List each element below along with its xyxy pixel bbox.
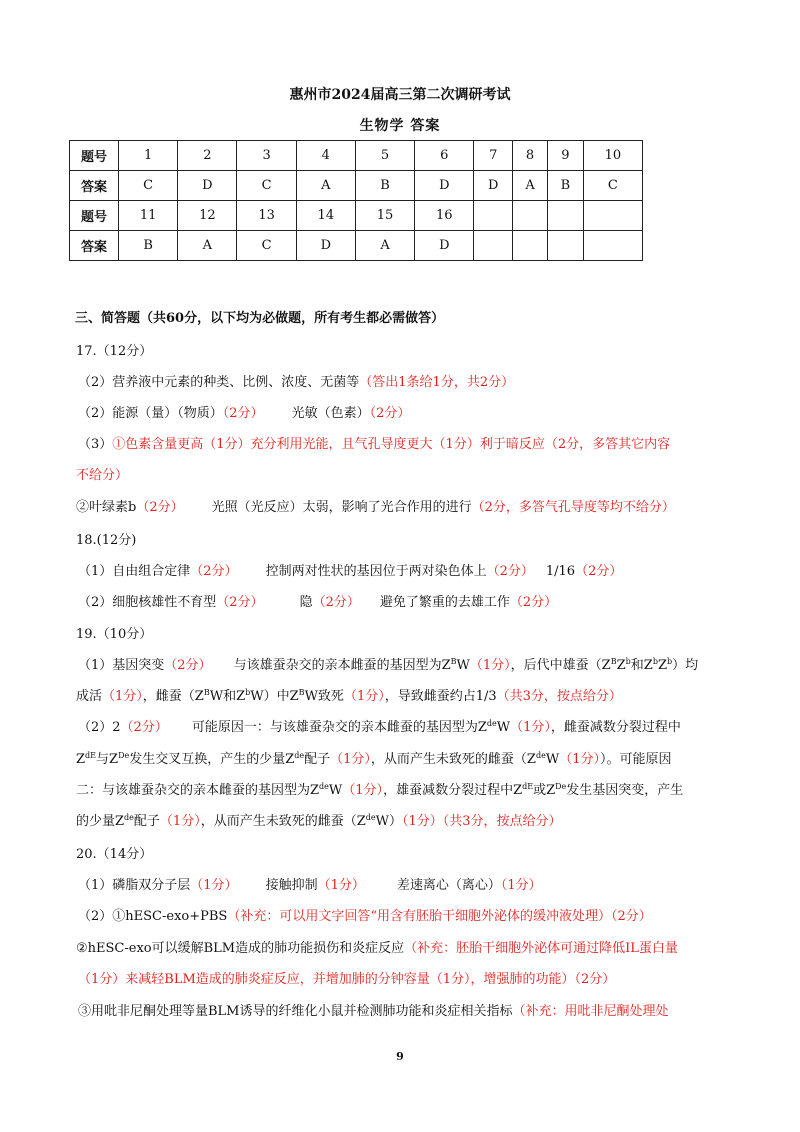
q19-score-note: （1分） bbox=[102, 689, 143, 704]
q17-answer-text: ②叶绿素b bbox=[76, 500, 137, 515]
q19-line3 bbox=[78, 720, 681, 736]
q20-score-note: （补充：可以用文字回答“用含有胚胎干细胞外泌体的缓冲液处理）（2分） bbox=[227, 909, 652, 924]
q19-answer-text: ，雌蚕（Z bbox=[142, 689, 204, 704]
q19-answer-text: 的少量Z bbox=[76, 814, 125, 829]
answer-table-cell: B bbox=[548, 171, 584, 201]
q18-line1 bbox=[78, 564, 622, 580]
allele-superscript: de bbox=[535, 751, 546, 760]
answer-table-row-label: 答案 bbox=[70, 171, 119, 201]
q17-line2 bbox=[78, 406, 410, 422]
q19-answer-text: Z bbox=[616, 658, 626, 673]
allele-superscript: dE bbox=[522, 782, 534, 791]
allele-superscript: dE bbox=[85, 751, 97, 760]
q17-score-note: （2分） bbox=[136, 500, 184, 515]
q19-answer-text: Z bbox=[76, 752, 86, 767]
answer-table-cell: 8 bbox=[513, 141, 548, 171]
q19-answer-text: ，雄蚕减数分裂过程中Z bbox=[383, 783, 523, 798]
q20-score-note: （补充：胚胎干细胞外泌体可通过降低IL蛋白量 bbox=[404, 941, 678, 956]
q17-score-note: （2分） bbox=[369, 406, 411, 421]
answer-table-cell bbox=[474, 231, 513, 261]
q19-answer-text: 发生交叉互换，产生的少量Z bbox=[129, 752, 295, 767]
q19-answer-text: W bbox=[456, 658, 470, 673]
q17-answer-text: 光敏（色素） bbox=[291, 406, 370, 421]
answer-table-cell: 2 bbox=[178, 141, 237, 171]
q19-score-note: （共3分，按点给分） bbox=[496, 689, 622, 704]
answer-table-row bbox=[70, 171, 643, 201]
q17-score-note: （答出1条给1分，共2分） bbox=[359, 375, 515, 390]
q20-answer-text: 差速离心（离心） bbox=[396, 878, 501, 893]
page-subtitle: 生物学 答案 bbox=[359, 118, 441, 134]
answer-table-cell bbox=[548, 231, 584, 261]
allele-superscript: b bbox=[245, 688, 251, 697]
answer-table-cell: C bbox=[237, 171, 296, 201]
answer-table-cell: 7 bbox=[474, 141, 513, 171]
q19-answer-text: 或Z bbox=[533, 783, 556, 798]
q19-answer-text: ，雌蚕减数分裂过程中 bbox=[550, 720, 681, 735]
q19-score-note: （1分）（共3分，按点给分） bbox=[401, 814, 562, 829]
q19-score-note: （1分） bbox=[159, 814, 201, 829]
answer-table-cell: 5 bbox=[355, 141, 414, 171]
answer-table-cell bbox=[583, 231, 642, 261]
q19-answer-text: ）均 bbox=[672, 658, 699, 673]
q19-score-note: （2分） bbox=[120, 720, 168, 735]
answer-table-cell: D bbox=[178, 171, 237, 201]
q19-answer-text: （2）2 bbox=[78, 720, 121, 735]
q20-line5 bbox=[78, 1004, 669, 1020]
allele-superscript: De bbox=[555, 782, 567, 791]
answer-table-cell: A bbox=[355, 231, 414, 261]
q17-score-note: （2分） bbox=[222, 406, 264, 421]
page-number: 9 bbox=[396, 1050, 404, 1063]
q20-answer-text: （2）①hESC-exo+PBS bbox=[78, 909, 228, 924]
answer-table-cell: C bbox=[119, 171, 178, 201]
allele-superscript: de bbox=[486, 719, 497, 728]
allele-superscript: b bbox=[625, 657, 631, 666]
q20-line4: （1分）来减轻BLM造成的肺炎症反应，并增加肺的分钟容量（1分），增强肺的功能）（2分） bbox=[78, 972, 616, 987]
q18-score-note: （2分） bbox=[575, 564, 623, 579]
q20-score-note: （1分） bbox=[500, 878, 542, 893]
allele-superscript: B bbox=[298, 688, 305, 697]
q20-score-note: （1分） bbox=[317, 878, 365, 893]
answer-table-cell: D bbox=[296, 231, 355, 261]
answer-table-row-label: 题号 bbox=[70, 201, 119, 231]
q19-answer-text: 可能原因一：与该雄蚕杂交的亲本雌蚕的基因型为Z bbox=[191, 720, 487, 735]
q19-score-note: （1分） bbox=[342, 783, 384, 798]
allele-superscript: de bbox=[319, 782, 329, 791]
q18-answer-text: 控制两对性状的基因位于两对染色体上 bbox=[265, 564, 487, 579]
q19-answer-text: W） bbox=[375, 814, 402, 829]
answer-table-cell: 3 bbox=[237, 141, 296, 171]
q19-answer-text: ，后代中雄蚕（Z bbox=[510, 658, 611, 673]
q18-heading: 18.(12分) bbox=[76, 533, 137, 548]
answer-table-row-label: 答案 bbox=[70, 231, 119, 261]
q17-line4: 不给分） bbox=[76, 468, 129, 483]
q17-answer-text: （2）能源（量）（物质） bbox=[78, 406, 223, 421]
answer-table-cell: D bbox=[415, 231, 474, 261]
answer-table-cell bbox=[583, 201, 642, 231]
q20-answer-text: （1）磷脂双分子层 bbox=[78, 878, 191, 893]
q19-answer-text: 成活 bbox=[76, 689, 103, 704]
q19-answer-text: W致死 bbox=[304, 689, 344, 704]
q19-answer-text: ）。可能原因 bbox=[599, 752, 672, 767]
allele-superscript: de bbox=[365, 813, 376, 822]
answer-table-cell: 10 bbox=[583, 141, 642, 171]
q19-answer-text: 配子 bbox=[304, 752, 331, 767]
answer-table-cell: 13 bbox=[237, 201, 296, 231]
answer-table-cell bbox=[474, 201, 513, 231]
q19-answer-text: 二：与该雄蚕杂交的亲本雌蚕的基因型为Z bbox=[76, 783, 320, 798]
allele-superscript: B bbox=[203, 688, 210, 697]
q18-answer-text: （1）自由组合定律 bbox=[78, 564, 191, 579]
answer-table-row bbox=[70, 231, 643, 261]
q18-answer-text: 避免了繁重的去雄工作 bbox=[379, 595, 510, 610]
q18-answer-text: （2）细胞核雄性不育型 bbox=[78, 595, 217, 610]
answer-table-cell: 6 bbox=[415, 141, 474, 171]
answer-table-cell: 9 bbox=[548, 141, 584, 171]
q19-line6 bbox=[76, 814, 562, 830]
q18-score-note: （2分） bbox=[190, 564, 238, 579]
answer-table-cell: D bbox=[415, 171, 474, 201]
q17-answer-text: （2）营养液中元素的种类、比例、浓度、无菌等 bbox=[78, 375, 360, 390]
q19-answer-text: ，导致雌蚕约占1/3 bbox=[384, 689, 497, 704]
q19-score-note: （1分） bbox=[510, 720, 551, 735]
answer-table-cell: C bbox=[583, 171, 642, 201]
q19-line1 bbox=[78, 658, 698, 674]
answer-table-cell: 11 bbox=[119, 201, 178, 231]
allele-superscript: De bbox=[118, 751, 130, 760]
q19-answer-text: 与该雄蚕杂交的亲本雌蚕的基因型为Z bbox=[233, 658, 451, 673]
q17-answer-text: （3） bbox=[78, 437, 113, 452]
q17-line3 bbox=[78, 437, 670, 453]
q19-answer-text: W bbox=[545, 752, 560, 767]
q19-line4 bbox=[76, 752, 672, 768]
allele-superscript: de bbox=[294, 751, 305, 760]
q19-score-note: （1分） bbox=[330, 752, 371, 767]
q19-answer-text: Z bbox=[657, 658, 667, 673]
answer-table-row bbox=[70, 141, 643, 171]
q19-heading: 19.（10分） bbox=[76, 627, 153, 642]
q20-score-note: （1分） bbox=[190, 878, 238, 893]
q17-line5 bbox=[76, 500, 675, 516]
q18-answer-text: 隐 bbox=[299, 595, 313, 610]
q20-score-note: （补充：用吡非尼酮处理处 bbox=[512, 1004, 669, 1019]
q19-answer-text: 配子 bbox=[133, 814, 160, 829]
q19-answer-text: 发生基因突变，产生 bbox=[566, 783, 684, 798]
answer-table-cell: B bbox=[119, 231, 178, 261]
q20-line2 bbox=[78, 909, 652, 925]
q20-answer-text: ②hESC-exo可以缓解BLM造成的肺功能损伤和炎症反应 bbox=[76, 941, 405, 956]
q19-score-note: （1分） bbox=[343, 689, 385, 704]
q19-score-note: （1分） bbox=[559, 752, 600, 767]
q19-score-note: （2分） bbox=[164, 658, 212, 673]
answer-table-cell: 15 bbox=[355, 201, 414, 231]
q17-line1 bbox=[78, 375, 514, 391]
q17-score-note: ①色素含量更高（1分）充分利用光能，且气孔导度更大（1分）利于暗反应（2分，多答其它内容 bbox=[112, 437, 671, 452]
answer-table-cell bbox=[513, 231, 548, 261]
q19-line5 bbox=[76, 783, 683, 799]
q18-score-note: （2分） bbox=[486, 564, 534, 579]
allele-superscript: B bbox=[450, 657, 457, 666]
answer-table-row bbox=[70, 201, 643, 231]
q18-score-note: （2分） bbox=[312, 595, 360, 610]
answer-table-cell: 16 bbox=[415, 201, 474, 231]
answer-table-cell: 14 bbox=[296, 201, 355, 231]
answer-table-cell: C bbox=[237, 231, 296, 261]
answer-table-cell bbox=[513, 201, 548, 231]
allele-superscript: b bbox=[652, 657, 658, 666]
answer-table-cell: D bbox=[474, 171, 513, 201]
q19-answer-text: （1）基因突变 bbox=[78, 658, 165, 673]
q20-line1 bbox=[78, 878, 542, 894]
allele-superscript: b bbox=[666, 657, 673, 666]
q18-score-note: （2分） bbox=[509, 595, 558, 610]
answer-table-cell: A bbox=[513, 171, 548, 201]
q17-answer-text: 光照（光反应）太弱，影响了光合作用的进行 bbox=[211, 500, 472, 515]
answer-table-cell: 12 bbox=[178, 201, 237, 231]
q18-answer-text: 1/16 bbox=[545, 564, 576, 579]
answer-table bbox=[69, 140, 643, 261]
q19-answer-text: W bbox=[496, 720, 511, 735]
q19-answer-text: W和Z bbox=[209, 689, 246, 704]
q19-answer-text: 与Z bbox=[96, 752, 119, 767]
q19-answer-text: W bbox=[328, 783, 343, 798]
q20-line3 bbox=[76, 941, 678, 957]
allele-superscript: de bbox=[124, 813, 134, 822]
answer-table-cell: A bbox=[296, 171, 355, 201]
q18-line2 bbox=[78, 595, 557, 611]
q18-score-note: （2分） bbox=[216, 595, 264, 610]
q20-answer-text: 接触抑制 bbox=[265, 878, 318, 893]
q19-answer-text: W）中Z bbox=[250, 689, 299, 704]
q20-answer-text: ③用吡非尼酮处理等量BLM诱导的纤维化小鼠并检测肺功能和炎症相关指标 bbox=[78, 1004, 513, 1019]
q17-heading: 17.（12分） bbox=[76, 344, 153, 359]
q19-answer-text: ，从而产生未致死的雌蚕（Z bbox=[370, 752, 536, 767]
q19-score-note: （1分） bbox=[469, 658, 511, 673]
section3-heading: 三、简答题（共60分，以下均为必做题，所有考生都必需做答） bbox=[75, 311, 445, 326]
answer-table-cell: A bbox=[178, 231, 237, 261]
page-title: 惠州市2024届高三第二次调研考试 bbox=[289, 87, 511, 103]
q17-score-note: （2分，多答气孔导度等均不给分） bbox=[471, 500, 675, 515]
q19-answer-text: ，从而产生未致死的雌蚕（Z bbox=[200, 814, 366, 829]
answer-table-row-label: 题号 bbox=[70, 141, 119, 171]
allele-superscript: B bbox=[610, 657, 617, 666]
answer-table-cell: B bbox=[355, 171, 414, 201]
q19-line2 bbox=[76, 689, 622, 705]
q20-heading: 20.（14分） bbox=[76, 847, 153, 862]
answer-table-cell: 4 bbox=[296, 141, 355, 171]
answer-table-cell bbox=[548, 201, 584, 231]
q19-answer-text: 和Z bbox=[630, 658, 653, 673]
answer-table-cell: 1 bbox=[119, 141, 178, 171]
